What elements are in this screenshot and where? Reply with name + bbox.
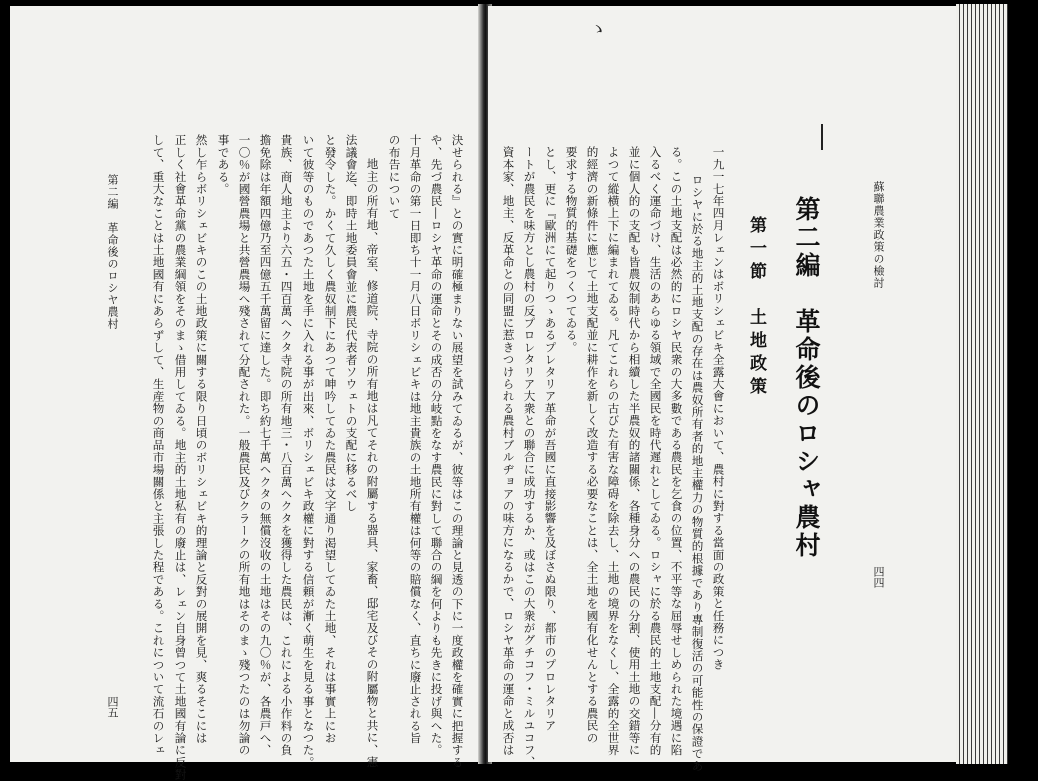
text-column: 一〇％が國營農場と共營農場へ殘されて分配された。一般農民及びクラークの所有地はそのまゝ殘つたのは勿論の	[237, 134, 252, 757]
text-column: いて彼等のものであつた土地を手に入れる事が出來、ボリシェビキ政權に對する信頼が漸く萌生を見る事となつた。	[301, 134, 316, 769]
text-column: 擔免除は年額四億乃至四億五千萬留に達した。即ち約七千萬ヘクタの無償沒收の土地はその九〇％が、各農戸へ、	[258, 134, 273, 757]
right-page	[488, 6, 956, 772]
text-column: ロシヤに於る地主的土地支配の存在は農奴所有者的地主權力の物質的根據であり專制復活の可能性の保證であ	[690, 174, 705, 772]
text-column: の布告について	[387, 134, 402, 220]
page-edges	[956, 4, 1008, 764]
text-column: 貴族、商人地主より六五・四百萬ヘクタ寺院の所有地三・八百萬ヘクタを獲得した農民は、これによる小作料の負	[279, 134, 294, 757]
text-column: 並に個人的の支配も皆農奴制時代から相續した半農奴的諸關係、各種身分への農民の分割、使用土地の交錯等に	[627, 146, 642, 756]
text-column: して、重大なことは土地國有にあらずして、生産物の商品市場關係と主張した程である。これについて流石のレェ	[151, 134, 166, 757]
ink-mark: ゝ	[585, 18, 609, 38]
text-column: ートが農民を味方とし農村の反プロレタリア大衆との聯合に成功するか、或はこの大衆がグチコフ・ミルユコフ、	[522, 146, 537, 769]
text-column: よつて縱横上下に編まれてゐる。凡てこれらの古びた有害な障碍を除去し、土地の境界をなくし、全露的全世界	[606, 146, 621, 756]
text-column: 正しく社會革命黨の農業綱領をそのまゝ借用してゐる。地主的土地私有の廢止は、レェン自身曾つて土地國有論に反對	[173, 134, 188, 781]
text-column: 地主の所有地、帝室、修道院、寺院の所有地は凡てそれの附屬する器具、家畜、邸宅及びその附屬物と共に、憲	[365, 158, 380, 768]
text-column: とし、更に『歐洲にて起りつゝあるプレタリア革命が吾國に直接影響を及ぼさぬ限り、都市のプロレタリア	[543, 146, 558, 732]
text-column: 的經濟の新條件に應じて土地支配並に耕作を新しく改造する必要なことは、全土地を國有化せんとする農民の	[585, 146, 600, 744]
left-page	[10, 6, 482, 781]
text-column: 決せられる』との實に明確極まりない展望を試みてゐるが、彼等はこの理論と見透の下に一度政權を確實に把握する	[450, 134, 465, 769]
running-head: 第二編 革命後のロシヤ農村	[106, 174, 119, 330]
text-column: 事である。	[216, 134, 231, 195]
text-column: 入るべく運命づけ、生活のあらゆる領域で全國民を時代遲れとしてゐる。ロシャに於る農民的土地支配―分有的	[648, 146, 663, 756]
text-column: 要求する物質的基礎をつくつてゐる。	[564, 146, 579, 354]
chapter-rule	[821, 124, 823, 150]
text-column: 法議會迄、即時土地委員會並に農民代表者ソウェトの支配に移るべし	[344, 134, 359, 513]
text-column: と發令した。かくて久しく農奴制下にあつて呻吟してゐた農民は文字通り渇望してゐた土地、それは事實上にお	[323, 134, 338, 744]
text-column: や、先づ農民―ロシヤ革命の運命とその成否の分岐點をなす農民に對して聯合の綱を何よりも先きに投げ與へた。	[429, 134, 444, 757]
text-column: る。この土地支配は必然的にロシヤ民衆の大多數である農民を乞食の位置、不平等な屈辱せしめられた境遇に陷	[669, 146, 684, 756]
text-column: 十月革命の第一日即ち十一月八日ボリシェビキは地主貴族の土地所有權は何等の賠償なく、直ちに廢止される旨	[408, 134, 423, 744]
page-number: 四五	[106, 696, 119, 718]
text-column: 然し乍らボリシェビキのこの土地政策に關する限り日頃のボリシェビキ的理論と反對の展開を見、爽るそこには	[194, 134, 209, 744]
text-column: 一九一七年四月レェンはボリシェビキ全露大會において、農村に對する當面の政策と任務につき	[711, 146, 726, 671]
running-head: 蘇聯農業政策の檢討	[872, 181, 885, 289]
part-title: 第二編 革命後のロシャ農村	[792, 196, 821, 560]
page-number: 四四	[872, 566, 885, 588]
section-title: 第一節 土地政策	[746, 216, 766, 400]
text-column: 資本家、地主、反革命との同盟に惹きつけられる農村ブルヂョアの味方になるかで、ロシヤ革命の運命と成否は	[501, 146, 516, 756]
